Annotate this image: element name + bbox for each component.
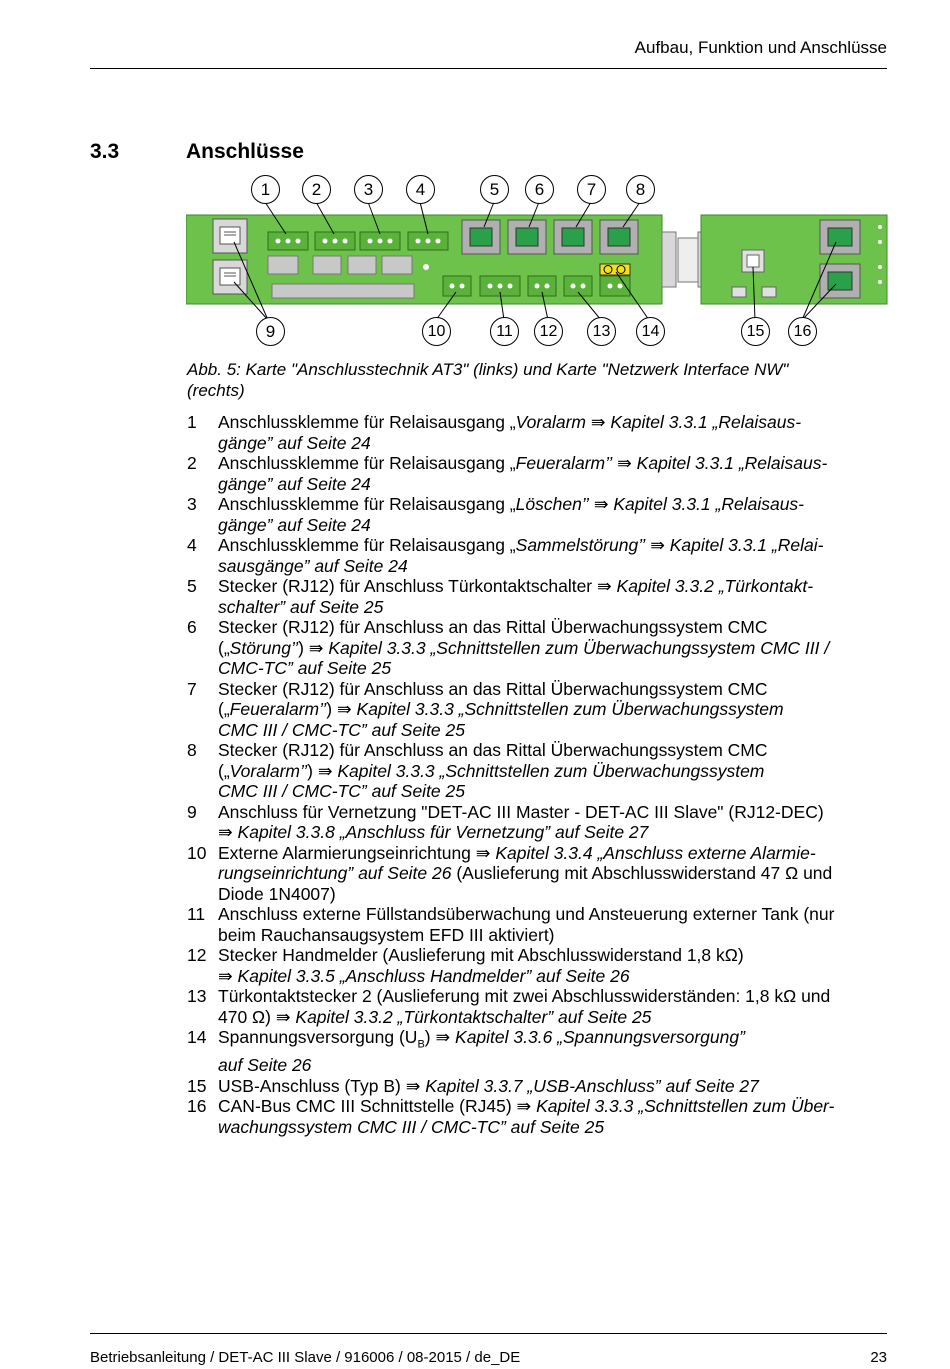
cross-reference-arrow-icon: ⇛: [597, 576, 612, 596]
callout-1: 1: [251, 175, 280, 204]
running-header: Aufbau, Funktion und Anschlüsse: [634, 38, 887, 57]
cross-reference-arrow-icon: ⇛: [435, 1027, 451, 1047]
callout-7: 7: [577, 175, 606, 204]
cross-reference-link[interactable]: Kapitel 3.3.2 „Türkontakt-: [616, 576, 814, 596]
cross-reference-link[interactable]: auf Seite 26: [218, 1055, 312, 1075]
cross-reference-link[interactable]: Kapitel 3.3.3 „Schnittstellen zum Überwachungssystem CMC III /: [328, 637, 830, 658]
item-number: 8: [187, 740, 197, 760]
list-item: 5 Stecker (RJ12) für Anschluss Türkontaktschalter ⇛ Kapitel 3.3.2 „Türkontakt- schalter” auf Seite 25: [187, 576, 814, 617]
list-item: 16 CAN-Bus CMC III Schnittstelle (RJ45) ⇛ Kapitel 3.3.3 „Schnittstellen zum Über- wachungssystem CMC III / CMC-TC” auf Seite 25: [187, 1096, 835, 1137]
list-item: 6 Stecker (RJ12) für Anschluss an das Rittal Überwachungssystem CMC („Störung’’) ⇛ Kapitel 3.3.3 „Schnittstellen zum Überwachungssystem CMC III / CMC-TC” auf Seite 25: [187, 617, 830, 678]
list-item: 1 Anschlussklemme für Relaisausgang „Voralarm ⇛ Kapitel 3.3.1 „Relaisaus- gänge” auf Seite 24: [187, 412, 802, 453]
cross-reference-link[interactable]: gänge” auf Seite 24: [218, 432, 371, 453]
cross-reference-link[interactable]: Kapitel 3.3.2 „Türkontaktschalter” auf Seite 25: [295, 1006, 652, 1027]
list-item: 3 Anschlussklemme für Relaisausgang „Löschen’’ ⇛ Kapitel 3.3.1 „Relaisaus- gänge” auf Seite 24: [187, 494, 805, 535]
list-item: 15 USB-Anschluss (Typ B) ⇛ Kapitel 3.3.7 „USB-Anschluss” auf Seite 27: [187, 1075, 759, 1096]
list-item: 8 Stecker (RJ12) für Anschluss an das Rittal Überwachungssystem CMC („Voralarm’’) ⇛ Kapitel 3.3.3 „Schnittstellen zum Überwachungssystem CMC III / CMC-TC” auf Seite 25: [187, 740, 768, 801]
cross-reference-arrow-icon: ⇛: [617, 453, 632, 473]
caption-line-2: (rechts): [187, 381, 245, 400]
cross-reference-link[interactable]: CMC III / CMC-TC” auf Seite 25: [218, 719, 465, 740]
footer-document-info: Betriebsanleitung / DET-AC III Slave / 916006 / 08-2015 / de_DE: [90, 1349, 521, 1366]
cross-reference-link[interactable]: Kapitel 3.3.3 „Schnittstellen zum Über-: [536, 1096, 835, 1116]
item-number: 14: [187, 1027, 207, 1047]
callout-12: 12: [534, 317, 563, 346]
callout-4: 4: [406, 175, 435, 204]
cross-reference-link[interactable]: wachungssystem CMC III / CMC-TC” auf Seite 25: [218, 1116, 605, 1137]
cross-reference-link[interactable]: schalter” auf Seite 25: [218, 596, 384, 617]
cross-reference-link[interactable]: Kapitel 3.3.1 „Relaisaus-: [610, 412, 802, 432]
item-number: 4: [187, 535, 197, 555]
rj12-jack-9-bottom: [213, 260, 247, 294]
item-number: 1: [187, 412, 197, 432]
list-item: 14 Spannungsversorgung $(U_B)$ ⇛ Kapitel 3.3.6 „Spannungsversorgung” auf Seite 26: [187, 1027, 745, 1075]
cross-reference-link[interactable]: Kapitel 3.3.4 „Anschluss externe Alarmie-: [495, 842, 816, 863]
cross-reference-arrow-icon: ⇛: [593, 494, 609, 514]
item-number: 12: [187, 945, 207, 965]
list-item: 10 Externe Alarmierungseinrichtung ⇛ Kapitel 3.3.4 „Anschluss externe Alarmie- rungseinrichtung” auf Seite 26 (Auslieferung mit Abschlusswiderstand 47 Ω und Diode 1N4007): [187, 842, 833, 904]
cross-reference-link[interactable]: gänge” auf Seite 24: [218, 514, 371, 535]
cross-reference-link[interactable]: Kapitel 3.3.8 „Anschluss für Vernetzung” auf Seite 27: [237, 822, 649, 842]
cross-reference-arrow-icon: ⇛: [475, 842, 491, 863]
item-number: 2: [187, 453, 197, 473]
item-number: 3: [187, 494, 197, 514]
list-item: 9 Anschluss für Vernetzung "DET-AC III Master - DET-AC III Slave" (RJ12-DEC) ⇛ Kapitel 3.3.8 „Anschluss für Vernetzung” auf Seite 27: [187, 801, 824, 842]
section-title: Anschlüsse: [186, 140, 304, 163]
list-item: 4 Anschlussklemme für Relaisausgang „Sammelstörung’’ ⇛ Kapitel 3.3.1 „Relai- sausgänge” auf Seite 24: [187, 535, 824, 576]
cross-reference-link[interactable]: Kapitel 3.3.3 „Schnittstellen zum Überwachungssystem: [356, 699, 784, 719]
figure-caption: [187, 359, 877, 401]
cross-reference-link[interactable]: Kapitel 3.3.5 „Anschluss Handmelder” auf Seite 26: [237, 965, 630, 986]
cross-reference-link[interactable]: rungseinrichtung” auf Seite 26: [218, 863, 452, 883]
item-number: 13: [187, 986, 207, 1006]
callout-15: 15: [741, 317, 770, 346]
item-number: 11: [187, 904, 206, 924]
cross-reference-link[interactable]: CMC-TC” auf Seite 25: [218, 658, 392, 678]
list-item: 12 Stecker Handmelder (Auslieferung mit Abschlusswiderstand 1,8 kΩ) ⇛ Kapitel 3.3.5 „Anschluss Handmelder” auf Seite 26: [187, 945, 744, 986]
section-number: 3.3: [90, 140, 120, 163]
cross-reference-link[interactable]: Kapitel 3.3.1 „Relaisaus-: [613, 494, 805, 514]
page-number: 23: [870, 1349, 887, 1366]
rj12-jack-9-top: [213, 219, 247, 253]
list-item: 11 Anschluss externe Füllstandsüberwachung und Ansteuerung externer Tank (nur beim Rauchansaugsystem EFD III aktiviert): [187, 904, 835, 945]
cross-reference-link[interactable]: gänge” auf Seite 24: [218, 473, 371, 494]
connection-list: [187, 412, 887, 1137]
callout-10: 10: [422, 317, 451, 346]
connection-diagram-figure: [186, 172, 888, 350]
header-rule: [90, 68, 887, 69]
cross-reference-link[interactable]: Kapitel 3.3.3 „Schnittstellen zum Überwachungssystem: [337, 760, 765, 781]
cross-reference-link[interactable]: sausgänge” auf Seite 24: [218, 555, 408, 576]
cross-reference-arrow-icon: ⇛: [336, 699, 352, 719]
item-number: 9: [187, 801, 197, 822]
cross-reference-link[interactable]: CMC III / CMC-TC” auf Seite 25: [218, 781, 465, 801]
callout-6: 6: [525, 175, 554, 204]
cross-reference-arrow-icon: ⇛: [405, 1075, 421, 1096]
cross-reference-link[interactable]: Kapitel 3.3.7 „USB-Anschluss” auf Seite 27: [425, 1075, 759, 1096]
callout-5: 5: [480, 175, 509, 204]
cross-reference-arrow-icon: ⇛: [650, 535, 665, 555]
cross-reference-arrow-icon: ⇛: [275, 1006, 291, 1027]
callout-13: 13: [587, 317, 616, 346]
cross-reference-arrow-icon: ⇛: [218, 965, 233, 986]
caption-line-1: Abb. 5: Karte "Anschlusstechnik AT3" (links) und Karte "Netzwerk Interface NW": [187, 360, 789, 379]
item-number: 6: [187, 617, 197, 637]
cross-reference-arrow-icon: ⇛: [308, 637, 324, 658]
callout-3: 3: [354, 175, 383, 204]
list-item: 13 Türkontaktstecker 2 (Auslieferung mit zwei Abschlusswiderständen: 1,8 kΩ und 470 Ω) ⇛ Kapitel 3.3.2 „Türkontaktschalter” auf Seite 25: [187, 986, 831, 1027]
callout-11: 11: [490, 317, 519, 346]
list-item: 7 Stecker (RJ12) für Anschluss an das Rittal Überwachungssystem CMC („Feueralarm’’) ⇛ Kapitel 3.3.3 „Schnittstellen zum Überwachungssystem CMC III / CMC-TC” auf Seite 25: [187, 678, 784, 740]
item-number: 16: [187, 1096, 207, 1116]
cross-reference-arrow-icon: ⇛: [590, 412, 606, 432]
callout-16: 16: [788, 317, 817, 346]
footer-rule: [90, 1333, 887, 1334]
callout-8: 8: [626, 175, 655, 204]
callout-14: 14: [636, 317, 665, 346]
callout-9: 9: [256, 317, 285, 346]
item-number: 5: [187, 576, 197, 596]
item-number: 10: [187, 842, 207, 863]
item-number: 15: [187, 1075, 207, 1096]
cross-reference-link[interactable]: Kapitel 3.3.1 „Relai-: [669, 535, 824, 555]
list-item: 2 Anschlussklemme für Relaisausgang „Feueralarm’’ ⇛ Kapitel 3.3.1 „Relaisaus- gänge” auf Seite 24: [187, 453, 828, 494]
cross-reference-link[interactable]: Kapitel 3.3.6 „Spannungsversorgung”: [455, 1027, 745, 1047]
cross-reference-arrow-icon: ⇛: [317, 760, 333, 781]
cross-reference-arrow-icon: ⇛: [516, 1096, 532, 1116]
cross-reference-link[interactable]: Kapitel 3.3.1 „Relaisaus-: [636, 453, 828, 473]
callout-2: 2: [302, 175, 331, 204]
item-number: 7: [187, 678, 197, 699]
cross-reference-arrow-icon: ⇛: [218, 822, 233, 842]
